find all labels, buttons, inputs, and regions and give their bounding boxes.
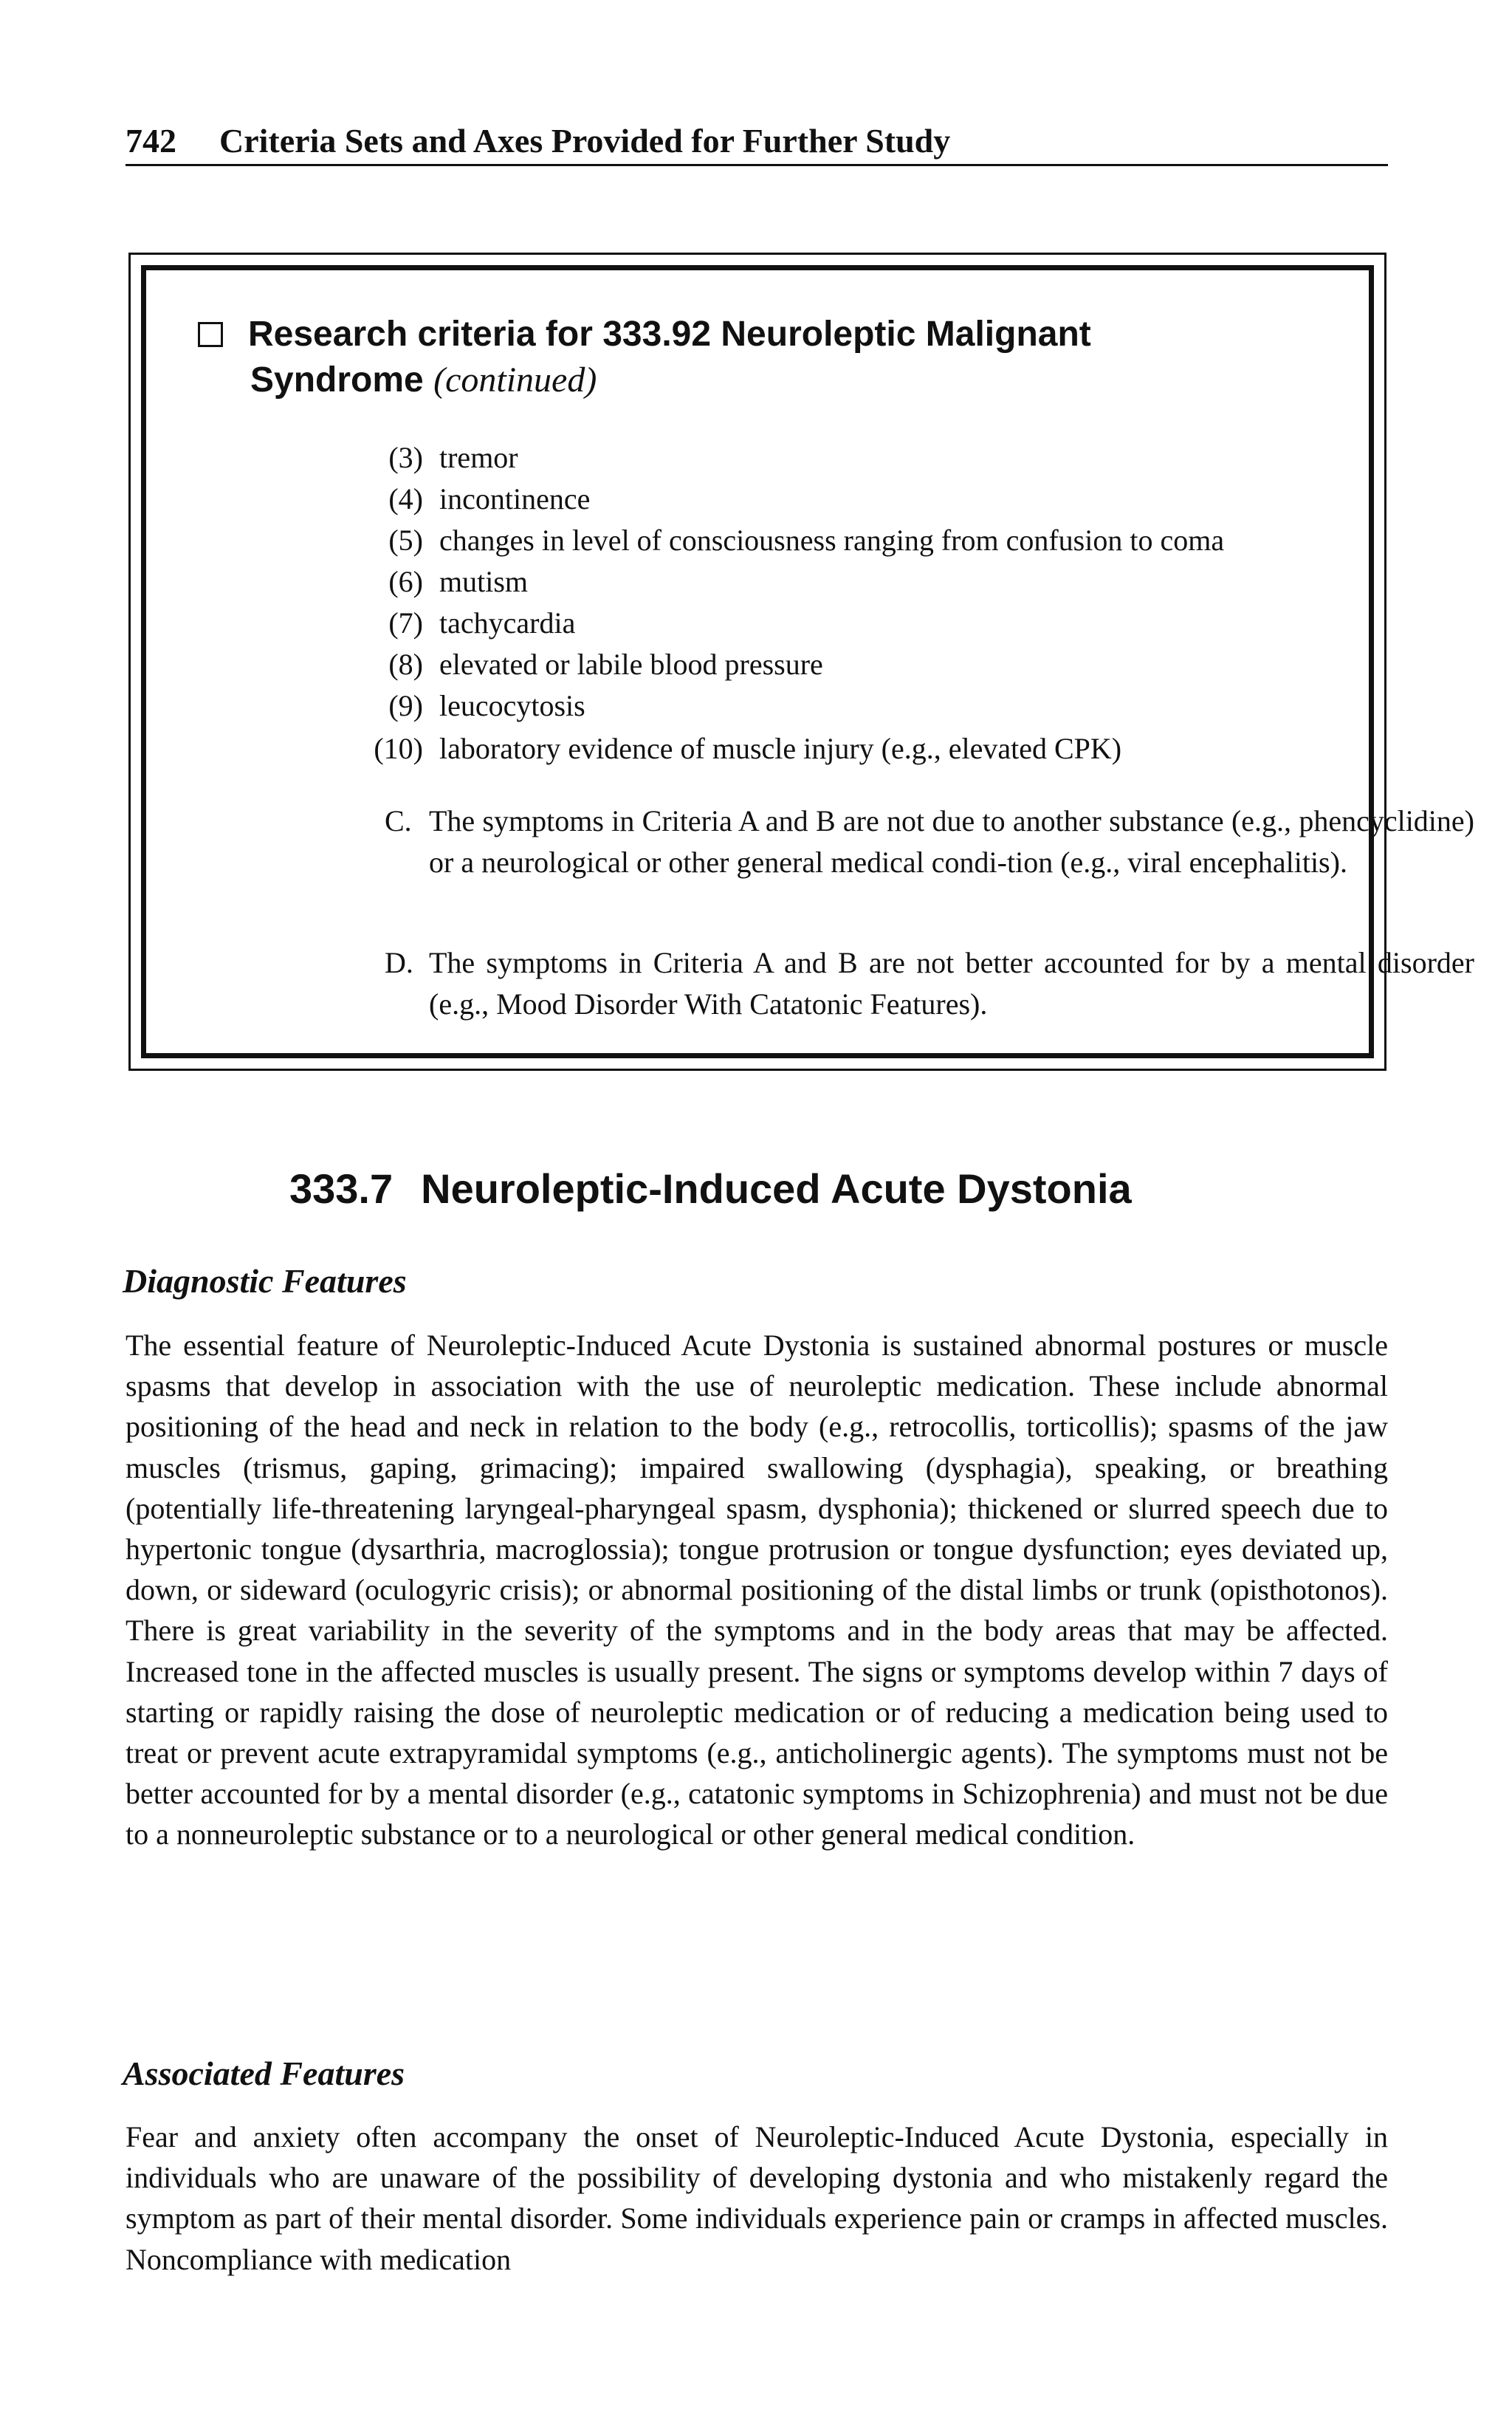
list-item-text: leucocytosis [439, 689, 585, 722]
list-item-text: incontinence [439, 482, 591, 515]
list-item-text: mutism [439, 565, 529, 598]
criteria-box-inner-border [141, 265, 1474, 1058]
list-item-text: changes in level of consciousness ranging from confusion to coma [439, 524, 1225, 557]
list-item-number: (8) [388, 648, 423, 681]
list-item [351, 728, 1121, 770]
section-title [289, 1162, 1132, 1216]
list-item-number: (3) [388, 441, 423, 474]
list-item [351, 685, 585, 727]
page-header [126, 118, 1388, 166]
list-item [351, 437, 518, 479]
section-code: 333.7 [289, 1165, 394, 1212]
list-item [351, 561, 528, 603]
criterion-c-text: The symptoms in Criteria A and B are not due to another substance (e.g., phencyclidine) or a neurological or other general medical condi-tion (e.g., viral encephalitis). [429, 804, 1474, 879]
list-item-number: (6) [388, 565, 423, 598]
page-number: 742 [126, 122, 176, 160]
list-item-text: elevated or labile blood pressure [439, 648, 823, 681]
associated-features-heading: Associated Features [123, 2055, 405, 2092]
list-item-text: laboratory evidence of muscle injury (e.g., elevated CPK) [439, 732, 1122, 765]
list-item-number: (9) [388, 689, 423, 722]
list-item-number: (10) [374, 732, 423, 765]
section-name: Neuroleptic-Induced Acute Dystonia [421, 1165, 1132, 1212]
criteria-title-continued: (continued) [433, 360, 597, 400]
criterion-c [385, 801, 1474, 883]
criteria-box [128, 253, 1474, 1071]
list-item [351, 520, 1224, 561]
criterion-d-letter: D. [385, 946, 413, 979]
list-item-text: tremor [439, 441, 518, 474]
list-item-number: (7) [388, 606, 423, 640]
list-item [351, 603, 575, 644]
list-item-number: (4) [388, 482, 423, 515]
list-item [351, 479, 590, 520]
running-title: Criteria Sets and Axes Provided for Further Study [219, 122, 951, 160]
diagnostic-features-text: The essential feature of Neuroleptic-Induced Acute Dystonia is sustained abnormal postures or muscle spasms that develop in association with the use of neuroleptic medication. These include abnormal positioning of the head and neck in relation to the body (e.g., retrocollis, torticollis); spasms of the jaw muscles (trismus, gaping, grimacing); impaired swallowing (dysphagia), speaking, or breathing (potentially life-threatening laryngeal-pharyngeal spasm, dysphonia); thickened or slurred speech due to hypertonic tongue (dysarthria, macroglossia); tongue protrusion or tongue dysfunction; eyes deviated up, down, or sideward (oculogyric crisis); or abnormal positioning of the distal limbs or trunk (opisthotonos). There is great variability in the severity of the symptoms and in the body areas that may be affected. Increased tone in the affected muscles is usually present. The signs or symptoms develop within 7 days of starting or rapidly raising the dose of neuroleptic medication or of reducing a medication being used to treat or prevent acute extrapyramidal symptoms (e.g., anticholinergic agents). The symptoms must not be better accounted for by a mental disorder (e.g., catatonic symptoms in Schizophrenia) and must not be due to a nonneuroleptic substance or to a neurological or other general medical condition. [126, 1329, 1388, 1851]
list-item [351, 644, 823, 685]
associated-features-text: Fear and anxiety often accompany the onset of Neuroleptic-Induced Acute Dystonia, especially in individuals who are unaware of the possibility of developing dystonia and who mistakenly regard the symptom as part of their mental disorder. Some individuals experience pain or cramps in affected muscles. Noncompliance with medication [126, 2120, 1388, 2276]
list-item-text: tachycardia [439, 606, 576, 640]
criteria-items-list [146, 270, 1474, 1053]
list-item-number: (5) [388, 524, 423, 557]
criterion-d [385, 942, 1474, 1025]
criterion-d-text: The symptoms in Criteria A and B are not better accounted for by a mental disorder (e.g., Mood Disorder With Catatonic Features). [429, 946, 1474, 1021]
criteria-title-line1: Research criteria for 333.92 Neuroleptic Malignant [248, 315, 1091, 354]
criteria-title-line2: Syndrome [250, 360, 424, 400]
criterion-c-letter: C. [385, 804, 412, 837]
diagnostic-features-heading: Diagnostic Features [123, 1262, 407, 1300]
